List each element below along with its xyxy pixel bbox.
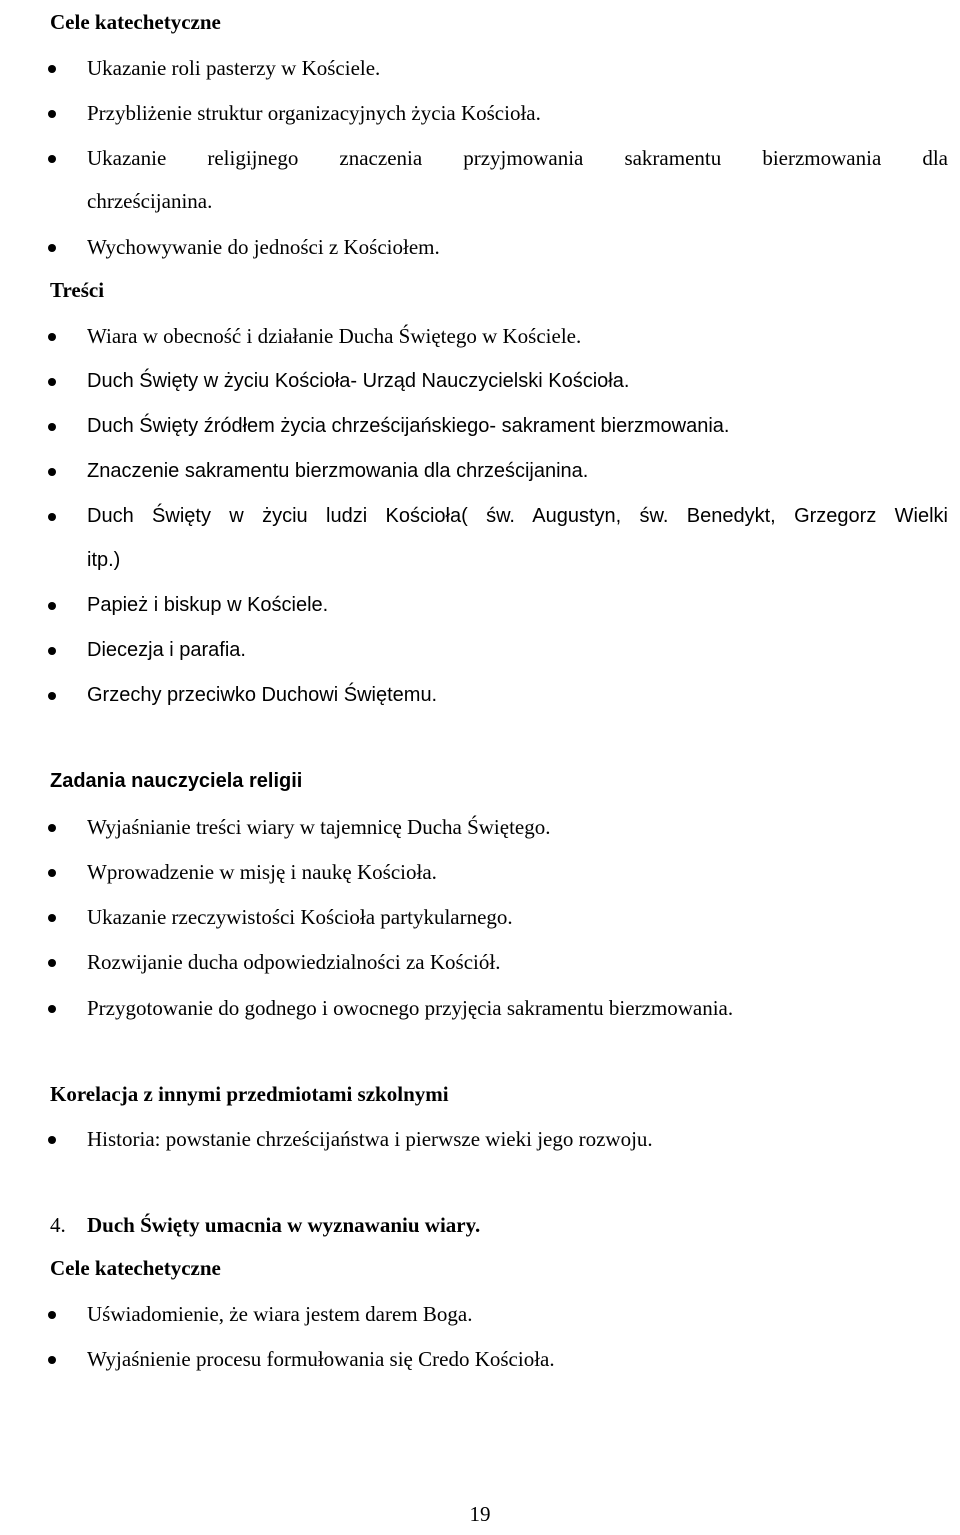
list-item-text: Duch Święty w życiu ludzi Kościoła( św. Augustyn, św. Benedykt, Grzegorz Wielki xyxy=(87,505,948,527)
list-item-text: Duch Święty źródłem życia chrześcijańskiego- sakrament bierzmowania. xyxy=(87,415,730,437)
heading-tresci: Treści xyxy=(50,278,105,302)
heading-korelacja: Korelacja z innymi przedmiotami szkolnymi xyxy=(50,1082,449,1106)
list-item-continuation: itp.) xyxy=(87,549,121,571)
list-item-text: Ukazanie rzeczywistości Kościoła partykularnego. xyxy=(87,905,513,929)
bullet-icon xyxy=(48,65,56,73)
bullet-icon xyxy=(48,513,56,521)
list-item-text: Wprowadzenie w misję i naukę Kościoła. xyxy=(87,860,437,884)
list-item-text: Wyjaśnienie procesu formułowania się Credo Kościoła. xyxy=(87,1347,555,1371)
list-item-text: Wychowywanie do jedności z Kościołem. xyxy=(87,235,440,259)
list-item-text: Wyjaśnianie treści wiary w tajemnicę Ducha Świętego. xyxy=(87,815,551,839)
bullet-icon xyxy=(48,468,56,476)
list-item-text: Ukazanie religijnego znaczenia przyjmowania sakramentu bierzmowania dla xyxy=(87,146,948,170)
bullet-icon xyxy=(48,869,56,877)
list-item-continuation: chrześcijanina. xyxy=(87,189,213,213)
bullet-icon xyxy=(48,602,56,610)
bullet-icon xyxy=(48,333,56,341)
bullet-icon xyxy=(48,155,56,163)
list-item-text: Duch Święty w życiu Kościoła- Urząd Nauczycielski Kościoła. xyxy=(87,370,630,392)
list-item-text: Wiara w obecność i działanie Ducha Świętego w Kościele. xyxy=(87,324,582,348)
bullet-icon xyxy=(48,378,56,386)
heading-cele-katechetyczne-2: Cele katechetyczne xyxy=(50,1256,221,1280)
bullet-icon xyxy=(48,1005,56,1013)
section-number: 4. xyxy=(50,1213,66,1237)
bullet-icon xyxy=(48,647,56,655)
section-title: Duch Święty umacnia w wyznawaniu wiary. xyxy=(87,1213,481,1237)
bullet-icon xyxy=(48,110,56,118)
list-item-text: Grzechy przeciwko Duchowi Świętemu. xyxy=(87,684,438,706)
list-item-text: Przygotowanie do godnego i owocnego przyjęcia sakramentu bierzmowania. xyxy=(87,996,734,1020)
bullet-icon xyxy=(48,692,56,700)
list-item-text: Ukazanie roli pasterzy w Kościele. xyxy=(87,56,381,80)
heading-zadania: Zadania nauczyciela religii xyxy=(50,770,303,792)
list-item-text: Przybliżenie struktur organizacyjnych życia Kościoła. xyxy=(87,101,541,125)
bullet-icon xyxy=(48,1311,56,1319)
bullet-icon xyxy=(48,824,56,832)
list-item-text: Uświadomienie, że wiara jestem darem Boga. xyxy=(87,1302,473,1326)
list-item-text: Rozwijanie ducha odpowiedzialności za Kościół. xyxy=(87,950,501,974)
bullet-icon xyxy=(48,1356,56,1364)
heading-cele-katechetyczne: Cele katechetyczne xyxy=(50,10,221,34)
bullet-icon xyxy=(48,423,56,431)
bullet-icon xyxy=(48,244,56,252)
page-number: 19 xyxy=(469,1502,491,1526)
bullet-icon xyxy=(48,914,56,922)
bullet-icon xyxy=(48,959,56,967)
list-item-text: Papież i biskup w Kościele. xyxy=(87,594,329,616)
list-item-text: Znaczenie sakramentu bierzmowania dla chrześcijanina. xyxy=(87,460,589,482)
list-item-text: Diecezja i parafia. xyxy=(87,639,246,661)
bullet-icon xyxy=(48,1136,56,1144)
list-item-text: Historia: powstanie chrześcijaństwa i pierwsze wieki jego rozwoju. xyxy=(87,1127,653,1151)
